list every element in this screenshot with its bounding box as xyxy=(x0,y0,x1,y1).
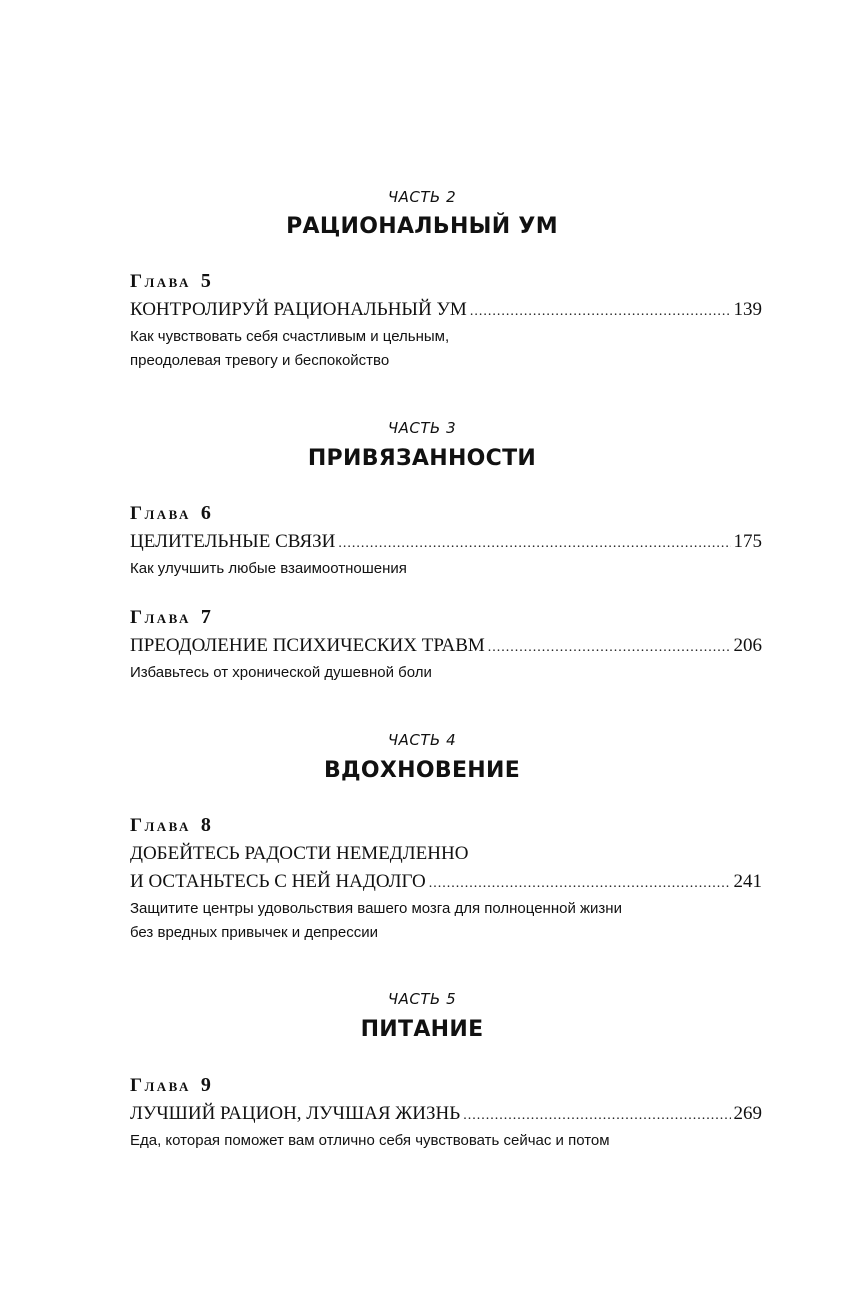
chapter-9-label xyxy=(130,1074,211,1097)
part-5-label: ЧАСТЬ 5 xyxy=(387,990,457,1008)
part-4-title: ВДОХНОВЕНИЕ xyxy=(323,758,521,783)
page-number: 241 xyxy=(733,871,762,892)
dot-leader xyxy=(470,304,731,320)
chapter-8-label xyxy=(130,814,211,837)
chapter-number: 7 xyxy=(200,606,211,628)
chapter-5-subtitle-line-2: преодолевая тревогу и беспокойство xyxy=(130,352,390,369)
dot-leader xyxy=(488,640,731,656)
part-2-label: ЧАСТЬ 2 xyxy=(387,188,457,206)
chapter-word: Глава xyxy=(130,271,191,292)
dot-leader xyxy=(463,1108,730,1124)
chapter-8-subtitle-line-2: без вредных привычек и депрессии xyxy=(130,924,378,941)
chapter-number: 9 xyxy=(200,1074,211,1096)
chapter-title: И ОСТАНЬТЕСЬ С НЕЙ НАДОЛГО xyxy=(130,871,426,892)
chapter-title: ЦЕЛИТЕЛЬНЫЕ СВЯЗИ xyxy=(130,531,336,552)
chapter-number: 5 xyxy=(200,270,211,292)
part-3-label: ЧАСТЬ 3 xyxy=(387,419,457,437)
chapter-7-subtitle: Избавьтесь от хронической душевной боли xyxy=(130,664,432,681)
chapter-word: Глава xyxy=(130,607,191,628)
chapter-5-subtitle-line-1: Как чувствовать себя счастливым и цельным, xyxy=(130,328,450,345)
part-4-label: ЧАСТЬ 4 xyxy=(387,731,457,749)
part-2-title: РАЦИОНАЛЬНЫЙ УМ xyxy=(286,214,558,239)
chapter-6-subtitle: Как улучшить любые взаимоотношения xyxy=(130,560,407,577)
part-3-title: ПРИВЯЗАННОСТИ xyxy=(307,446,537,471)
chapter-title: ПРЕОДОЛЕНИЕ ПСИХИЧЕСКИХ ТРАВМ xyxy=(130,635,485,656)
chapter-5-entry[interactable] xyxy=(130,299,762,321)
chapter-title: ЛУЧШИЙ РАЦИОН, ЛУЧШАЯ ЖИЗНЬ xyxy=(130,1103,461,1124)
chapter-5-label xyxy=(130,270,211,293)
part-5-title: ПИТАНИЕ xyxy=(360,1017,484,1042)
page-number: 175 xyxy=(733,531,762,552)
chapter-7-entry[interactable] xyxy=(130,635,762,657)
chapter-number: 8 xyxy=(200,814,211,836)
page-number: 139 xyxy=(733,299,762,320)
chapter-6-label xyxy=(130,502,211,525)
chapter-7-label xyxy=(130,606,211,629)
dot-leader xyxy=(338,536,730,552)
page-number: 269 xyxy=(733,1103,762,1124)
page-number: 206 xyxy=(733,635,762,656)
chapter-8-subtitle-line-1: Защитите центры удовольствия вашего мозга для полноценной жизни xyxy=(130,900,622,917)
chapter-6-entry[interactable] xyxy=(130,531,762,553)
chapter-word: Глава xyxy=(130,815,191,836)
dot-leader xyxy=(429,876,731,892)
chapter-8-title-line-1[interactable]: ДОБЕЙТЕСЬ РАДОСТИ НЕМЕДЛЕННО xyxy=(130,843,469,864)
chapter-number: 6 xyxy=(200,502,211,524)
chapter-9-subtitle: Еда, которая поможет вам отлично себя чувствовать сейчас и потом xyxy=(130,1132,610,1149)
chapter-word: Глава xyxy=(130,1075,191,1096)
chapter-word: Глава xyxy=(130,503,191,524)
chapter-8-entry[interactable] xyxy=(130,871,762,893)
chapter-9-entry[interactable] xyxy=(130,1103,762,1125)
chapter-title: КОНТРОЛИРУЙ РАЦИОНАЛЬНЫЙ УМ xyxy=(130,299,467,320)
